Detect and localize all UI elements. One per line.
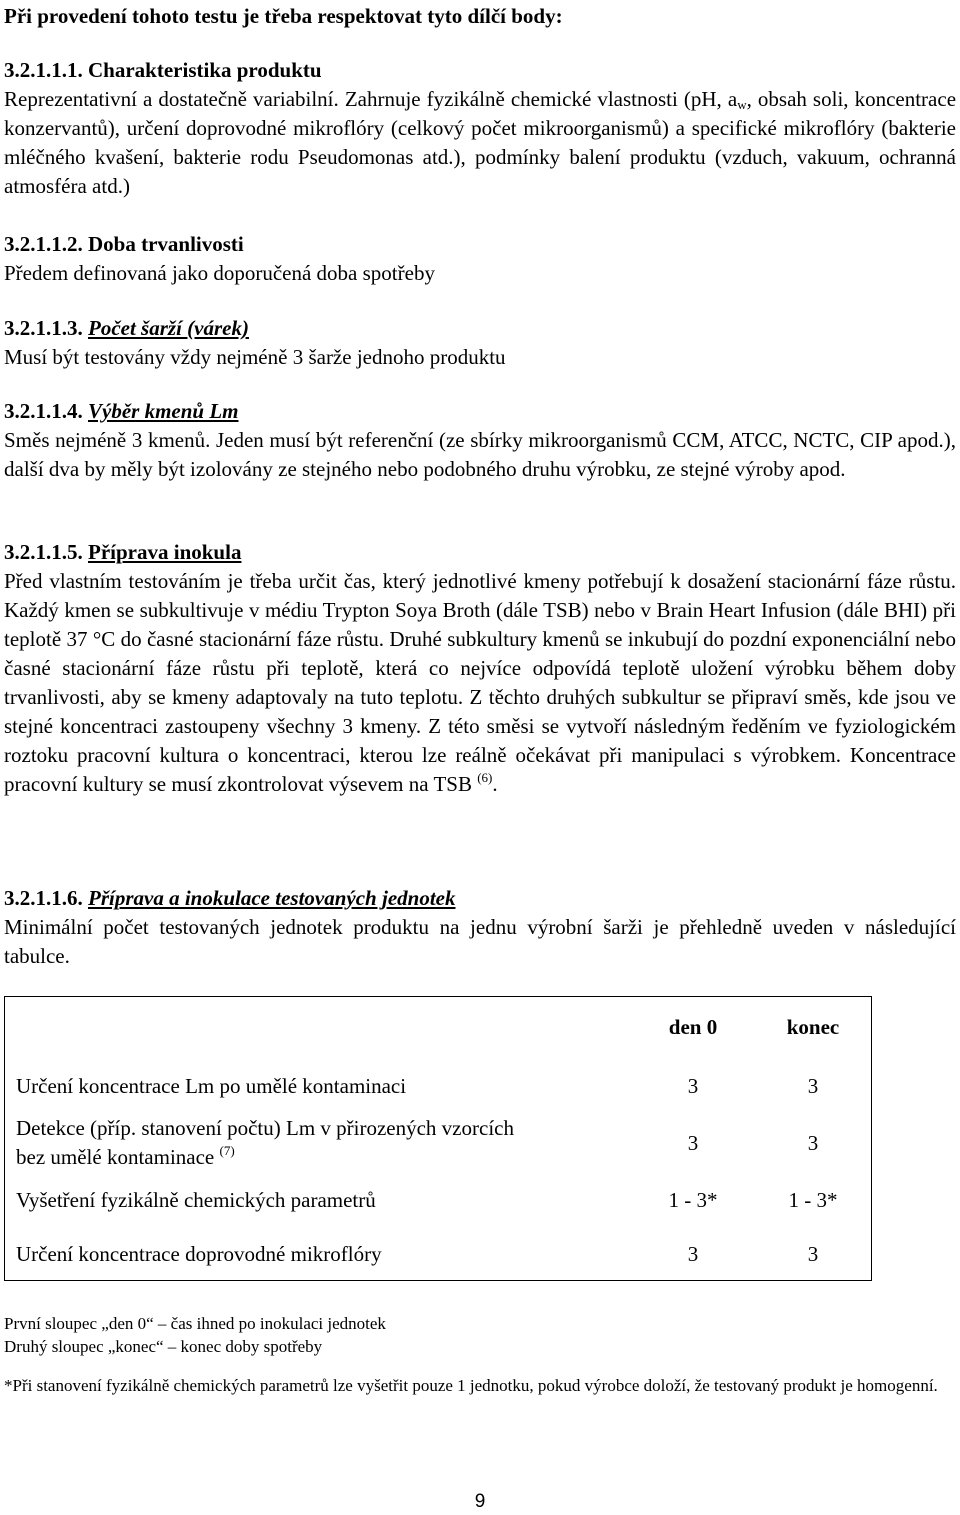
table-cell-den-0: 3 <box>687 1131 699 1155</box>
table-row-label: Určení koncentrace Lm po umělé kontaminaci <box>16 1074 407 1098</box>
page-number: 9 <box>474 1491 486 1512</box>
table-cell-den-0: 3 <box>687 1074 699 1098</box>
section-text: Minimální počet testovaných jednotek produktu na jednu výrobní šarži je přehledně uveden v následující tabulce. <box>4 915 956 968</box>
section-3-2-1-1-4 <box>4 397 956 484</box>
section-text: Před vlastním testováním je třeba určit čas, který jednotlivé kmeny potřebují k dosažení stacionární fáze růstu. Každý kmen se subkultivuje v médiu Trypton Soya Broth (dále TSB) nebo v Brain Heart Infusion (dále BHI) při teplotě 37 °C do časné stacionární fáze růstu. Druhé subkultury kmenů se inkubují do pozdní exponenciální nebo časné stacionární fáze růstu při teplotě, která co nejvíce odpovídá teplotě uložení výrobku během doby trvanlivosti, aby se kmeny adaptovaly na tuto teplotu. Z těchto druhých subkultur se připraví směs, kde jsou ve stejné koncentraci zastoupeny všechny 3 kmeny. Z této směsi se vytvoří následným ředěním ve fyziologickém roztoku pracovní kultura o koncentraci, kterou lze reálně očekávat při manipulaci s výrobkem. Koncentrace pracovní kultury se musí zkontrolovat výsevem na TSB $^{(6)}$. <box>4 569 956 796</box>
section-3-2-1-1-1 <box>4 56 956 201</box>
table-cell-konec: 1 - 3* <box>788 1188 838 1212</box>
table-row-label: Určení koncentrace doprovodné mikroflóry <box>16 1242 382 1266</box>
section-text: Směs nejméně 3 kmenů. Jeden musí být referenční (ze sbírky mikroorganismů CCM, ATCC, NCTC, CIP apod.), další dva by měly být izolovány ze stejného nebo podobného druhu výrobku, ze stejné výroby apod. <box>4 428 956 481</box>
section-text: Předem definovaná jako doporučená doba spotřeby <box>4 261 435 285</box>
footnote-asterisk: *Při stanovení fyzikálně chemických parametrů lze vyšetřit pouze 1 jednotku, pokud výrobce doloží, že testovaný produkt je homogenní. <box>4 1376 938 1395</box>
section-heading: 3.2.1.1.3. Počet šarží (várek) <box>4 316 249 340</box>
test-units-table <box>4 996 872 1281</box>
section-heading: 3.2.1.1.1. Charakteristika produktu <box>4 58 322 82</box>
table-header-den-0: den 0 <box>668 1015 718 1039</box>
table-row-label: Detekce (příp. stanovení počtu) Lm v přirozených vzorcích bez umělé kontaminace $^{(7)}$ <box>16 1116 514 1169</box>
footnote: První sloupec „den 0“ – čas ihned po inokulaci jednotek <box>4 1314 386 1333</box>
table-row-label: Vyšetření fyzikálně chemických parametrů <box>16 1188 376 1212</box>
section-3-2-1-1-3 <box>4 314 956 372</box>
table-header-konec: konec <box>786 1015 840 1039</box>
table-cell-konec: 3 <box>807 1242 819 1266</box>
table-cell-den-0: 3 <box>687 1242 699 1266</box>
table-cell-konec: 3 <box>807 1131 819 1155</box>
section-text: Reprezentativní a dostatečně variabilní. Zahrnuje fyzikálně chemické vlastnosti (pH, $a_w$, obsah soli, koncentrace konzervantů), určení doprovodné mikroflóry (celkový počet mikroorganismů) a specifické mikroflóry (bakterie mléčného kvašení, bakterie rodu Pseudomonas atd.), podmínky balení produktu (vzduch, vakuum, ochranná atmosféra atd.) <box>4 87 957 198</box>
section-heading: 3.2.1.1.5. Příprava inokula <box>4 540 242 564</box>
table-footnotes <box>4 1312 956 1358</box>
intro-heading: Při provedení tohoto testu je třeba respektovat tyto dílčí body: <box>4 4 563 28</box>
section-heading: 3.2.1.1.6. Příprava a inokulace testovaných jednotek <box>4 886 456 910</box>
section-heading: 3.2.1.1.4. Výběr kmenů Lm <box>4 399 239 423</box>
section-text: Musí být testovány vždy nejméně 3 šarže jednoho produktu <box>4 345 506 369</box>
section-3-2-1-1-5 <box>4 538 956 799</box>
table-cell-konec: 3 <box>807 1074 819 1098</box>
table-cell-den-0: 1 - 3* <box>668 1188 718 1212</box>
section-heading: 3.2.1.1.2. Doba trvanlivosti <box>4 232 244 256</box>
section-3-2-1-1-2 <box>4 230 956 288</box>
footnote: Druhý sloupec „konec“ – konec doby spotřeby <box>4 1337 323 1356</box>
section-3-2-1-1-6 <box>4 884 956 971</box>
